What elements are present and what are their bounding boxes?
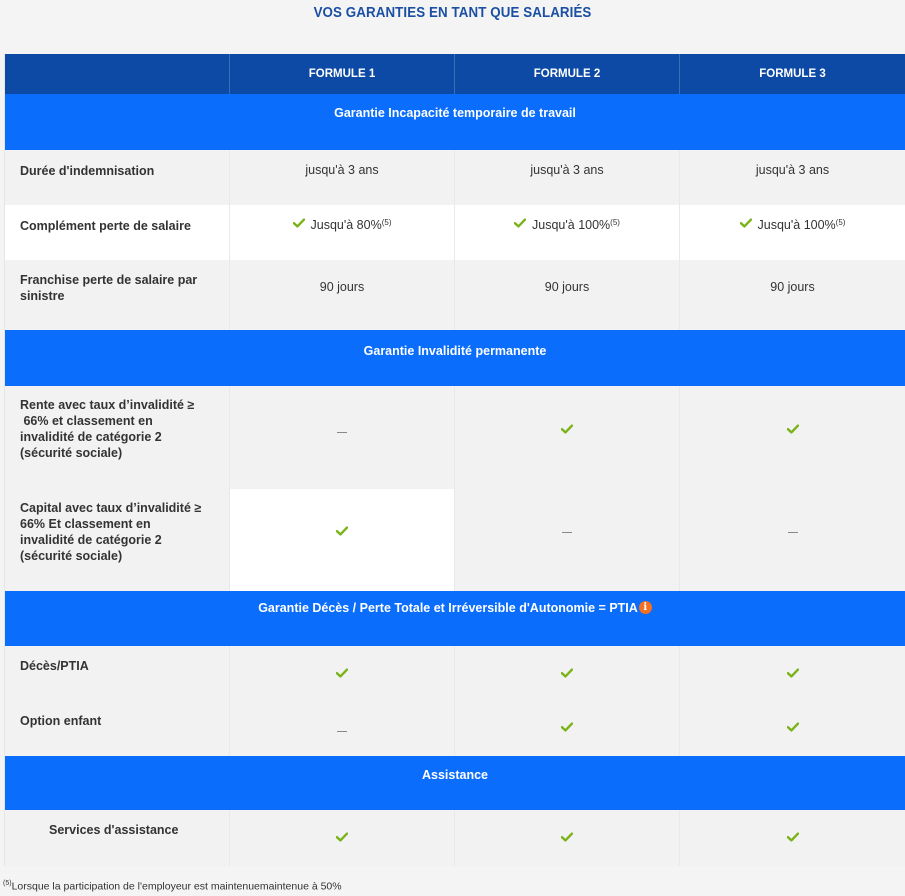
table-row bbox=[5, 150, 905, 205]
cell-text: Jusqu'à 80% bbox=[310, 218, 382, 232]
cell-value bbox=[230, 489, 455, 591]
cell-value bbox=[680, 701, 905, 756]
section-invalidite: Garantie Invalidité permanente bbox=[5, 330, 905, 386]
cell-value bbox=[455, 701, 680, 756]
check-icon bbox=[740, 218, 752, 228]
cell-text: Jusqu'à 100% bbox=[757, 218, 836, 232]
check-icon bbox=[787, 832, 799, 842]
cell-value bbox=[680, 489, 905, 591]
row-label: Complément perte de salaire bbox=[5, 205, 230, 260]
header-formule-2: FORMULE 2 bbox=[455, 54, 680, 94]
cell-value bbox=[680, 810, 905, 866]
label-line: invalidité de catégorie 2 bbox=[20, 430, 162, 444]
check-icon bbox=[336, 668, 348, 678]
table-row bbox=[5, 205, 905, 260]
check-icon bbox=[561, 832, 573, 842]
label-line: 66% et classement en bbox=[20, 414, 153, 428]
section-assistance: Assistance bbox=[5, 756, 905, 810]
footnote-text: Lorsque la participation de l'employeur est maintenuemaintenue à 50% bbox=[11, 880, 342, 893]
cell-value: jusqu'à 3 ans bbox=[230, 150, 455, 205]
check-icon bbox=[787, 722, 799, 732]
row-label: Franchise perte de salaire par sinistre bbox=[5, 260, 230, 330]
table-row bbox=[5, 810, 905, 866]
footnote-ref: (5) bbox=[381, 218, 392, 227]
cell-value: 90 jours bbox=[230, 260, 455, 330]
label-line: 66% Et classement en bbox=[20, 517, 151, 531]
dash-icon bbox=[337, 731, 347, 732]
cell-value bbox=[455, 810, 680, 866]
dash-icon bbox=[337, 432, 347, 433]
cell-value: 90 jours bbox=[770, 280, 815, 294]
page-title: VOS GARANTIES EN TANT QUE SALARIÉS bbox=[313, 5, 592, 21]
footnote-number: (5) bbox=[3, 880, 12, 887]
cell-value bbox=[680, 646, 905, 701]
check-icon bbox=[336, 832, 348, 842]
section-incapacite: Garantie Incapacité temporaire de travail bbox=[5, 94, 905, 150]
cell-value bbox=[455, 489, 680, 591]
dash-icon bbox=[562, 532, 572, 533]
table-row bbox=[5, 489, 905, 591]
footnote bbox=[3, 880, 342, 893]
table-row bbox=[5, 646, 905, 701]
header-empty-cell bbox=[5, 54, 230, 94]
cell-value bbox=[230, 386, 455, 489]
label-line: invalidité de catégorie 2 bbox=[20, 533, 162, 547]
footnote-ref: (5) bbox=[610, 218, 620, 227]
check-icon bbox=[336, 526, 348, 536]
footnote-ref: (5) bbox=[835, 218, 846, 227]
row-label: Décès/PTIA bbox=[5, 646, 230, 701]
cell-value bbox=[455, 386, 680, 489]
row-label: Durée d'indemnisation bbox=[5, 150, 230, 205]
check-icon bbox=[787, 668, 799, 678]
section-title: Garantie Décès / Perte Totale et Irréversible d'Autonomie = PTIA bbox=[258, 601, 638, 615]
header-formule-3: FORMULE 3 bbox=[759, 68, 826, 80]
row-label bbox=[5, 386, 230, 489]
label-line: (sécurité sociale) bbox=[20, 446, 123, 460]
cell-value bbox=[230, 205, 455, 260]
table-row bbox=[5, 260, 905, 330]
cell-value bbox=[230, 810, 455, 866]
check-icon bbox=[514, 218, 526, 228]
cell-value bbox=[230, 646, 455, 701]
guarantees-table bbox=[4, 54, 905, 866]
header-formule-1: FORMULE 1 bbox=[230, 54, 455, 94]
cell-value bbox=[680, 205, 905, 260]
check-icon bbox=[293, 218, 305, 228]
cell-value bbox=[455, 205, 680, 260]
info-icon[interactable]: i bbox=[639, 601, 652, 614]
cell-value: 90 jours bbox=[455, 260, 680, 330]
label-line: (sécurité sociale) bbox=[20, 549, 123, 563]
check-icon bbox=[787, 424, 799, 434]
cell-value bbox=[455, 646, 680, 701]
row-label bbox=[5, 489, 230, 591]
check-icon bbox=[561, 424, 573, 434]
cell-text: Jusqu'à 100% bbox=[532, 218, 611, 232]
label-line: Capital avec taux d’invalidité ≥ bbox=[20, 501, 202, 515]
table-header-row bbox=[5, 54, 905, 94]
label-line: Rente avec taux d’invalidité ≥ bbox=[20, 398, 195, 412]
cell-value bbox=[230, 701, 455, 756]
table-row bbox=[5, 701, 905, 756]
cell-value bbox=[680, 386, 905, 489]
section-deces bbox=[5, 591, 905, 646]
check-icon bbox=[561, 668, 573, 678]
cell-value: jusqu'à 3 ans bbox=[455, 150, 680, 205]
check-icon bbox=[561, 722, 573, 732]
dash-icon bbox=[788, 532, 798, 533]
table-row bbox=[5, 386, 905, 489]
row-label: Services d'assistance bbox=[5, 810, 230, 866]
row-label: Option enfant bbox=[5, 701, 230, 756]
cell-value: jusqu'à 3 ans bbox=[755, 163, 830, 177]
